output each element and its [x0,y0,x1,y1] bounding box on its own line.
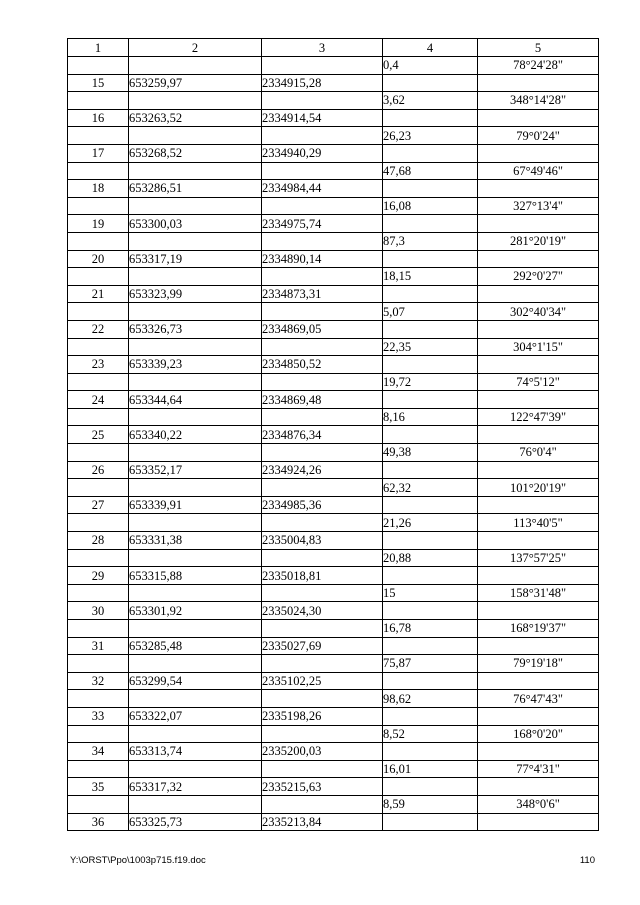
x-coordinate-cell: 653352,17 [129,461,262,479]
segment-length-cell [383,496,478,514]
y-coordinate-cell: 2334984,44 [262,180,383,198]
x-coordinate-cell [129,655,262,673]
point-number-cell [68,444,129,462]
point-number-cell [68,725,129,743]
direction-angle-cell: 101°20'19" [478,479,599,497]
y-coordinate-cell [262,162,383,180]
x-coordinate-cell: 653263,52 [129,109,262,127]
direction-angle-cell: 302°40'34" [478,303,599,321]
point-number-cell: 21 [68,285,129,303]
segment-length-cell: 19,72 [383,373,478,391]
table-row [68,584,599,602]
direction-angle-cell [478,813,599,831]
y-coordinate-cell: 2335215,63 [262,778,383,796]
direction-angle-cell: 79°0'24" [478,127,599,145]
table-row [68,268,599,286]
point-number-cell [68,795,129,813]
point-number-cell [68,303,129,321]
segment-length-cell [383,743,478,761]
direction-angle-cell: 78°24'28" [478,57,599,75]
table-row [68,408,599,426]
table-row [68,180,599,198]
table-row [68,461,599,479]
table-row [68,74,599,92]
direction-angle-cell [478,637,599,655]
segment-length-cell: 26,23 [383,127,478,145]
x-coordinate-cell [129,373,262,391]
direction-angle-cell [478,743,599,761]
segment-length-cell [383,567,478,585]
segment-length-cell [383,356,478,374]
x-coordinate-cell [129,514,262,532]
segment-length-cell [383,320,478,338]
point-number-cell [68,162,129,180]
table-row [68,655,599,673]
direction-angle-cell: 137°57'25" [478,549,599,567]
segment-length-cell [383,285,478,303]
point-number-cell [68,620,129,638]
direction-angle-cell: 67°49'46" [478,162,599,180]
x-coordinate-cell: 653259,97 [129,74,262,92]
y-coordinate-cell [262,690,383,708]
table-row [68,320,599,338]
y-coordinate-cell [262,514,383,532]
x-coordinate-cell: 653326,73 [129,320,262,338]
direction-angle-cell [478,180,599,198]
table-row [68,92,599,110]
x-coordinate-cell: 653344,64 [129,391,262,409]
point-number-cell: 29 [68,567,129,585]
x-coordinate-cell [129,725,262,743]
table-row [68,620,599,638]
segment-length-cell [383,391,478,409]
x-coordinate-cell [129,479,262,497]
y-coordinate-cell: 2335018,81 [262,567,383,585]
direction-angle-cell: 74°5'12" [478,373,599,391]
table-row [68,707,599,725]
segment-length-cell: 8,59 [383,795,478,813]
y-coordinate-cell [262,584,383,602]
table-row [68,127,599,145]
x-coordinate-cell: 653325,73 [129,813,262,831]
x-coordinate-cell: 653315,88 [129,567,262,585]
table-row [68,778,599,796]
x-coordinate-cell: 653299,54 [129,672,262,690]
table-row [68,197,599,215]
direction-angle-cell [478,74,599,92]
point-number-cell [68,373,129,391]
segment-length-cell: 18,15 [383,268,478,286]
y-coordinate-cell: 2335027,69 [262,637,383,655]
header-col-2: 2 [129,39,262,57]
y-coordinate-cell: 2334975,74 [262,215,383,233]
x-coordinate-cell: 653286,51 [129,180,262,198]
y-coordinate-cell [262,655,383,673]
y-coordinate-cell [262,232,383,250]
y-coordinate-cell: 2334940,29 [262,144,383,162]
x-coordinate-cell [129,338,262,356]
segment-length-cell: 8,16 [383,408,478,426]
table-row [68,760,599,778]
x-coordinate-cell [129,795,262,813]
direction-angle-cell [478,144,599,162]
y-coordinate-cell [262,57,383,75]
y-coordinate-cell [262,268,383,286]
x-coordinate-cell [129,444,262,462]
x-coordinate-cell [129,549,262,567]
x-coordinate-cell: 653317,19 [129,250,262,268]
table-row [68,144,599,162]
point-number-cell [68,479,129,497]
y-coordinate-cell: 2335198,26 [262,707,383,725]
point-number-cell: 35 [68,778,129,796]
table-row [68,549,599,567]
x-coordinate-cell [129,620,262,638]
x-coordinate-cell [129,127,262,145]
direction-angle-cell: 158°31'48" [478,584,599,602]
x-coordinate-cell [129,584,262,602]
segment-length-cell: 75,87 [383,655,478,673]
direction-angle-cell [478,567,599,585]
table-row [68,532,599,550]
direction-angle-cell [478,391,599,409]
header-col-5: 5 [478,39,599,57]
segment-length-cell [383,532,478,550]
segment-length-cell: 0,4 [383,57,478,75]
segment-length-cell [383,144,478,162]
y-coordinate-cell: 2334985,36 [262,496,383,514]
table-row [68,232,599,250]
y-coordinate-cell: 2334915,28 [262,74,383,92]
x-coordinate-cell [129,303,262,321]
x-coordinate-cell [129,197,262,215]
y-coordinate-cell: 2334850,52 [262,356,383,374]
point-number-cell: 15 [68,74,129,92]
table-row [68,426,599,444]
point-number-cell: 31 [68,637,129,655]
segment-length-cell [383,813,478,831]
header-col-3: 3 [262,39,383,57]
table-row [68,57,599,75]
direction-angle-cell [478,496,599,514]
direction-angle-cell: 304°1'15" [478,338,599,356]
segment-length-cell [383,461,478,479]
segment-length-cell: 16,01 [383,760,478,778]
point-number-cell: 36 [68,813,129,831]
table-row [68,795,599,813]
table-row [68,391,599,409]
x-coordinate-cell [129,57,262,75]
segment-length-cell [383,215,478,233]
point-number-cell: 19 [68,215,129,233]
x-coordinate-cell: 653331,38 [129,532,262,550]
header-col-1: 1 [68,39,129,57]
x-coordinate-cell [129,760,262,778]
point-number-cell: 17 [68,144,129,162]
footer-file-path: Y:\ORST\Ppo\1003p715.f19.doc [70,855,206,866]
point-number-cell: 34 [68,743,129,761]
y-coordinate-cell: 2334869,48 [262,391,383,409]
segment-length-cell [383,637,478,655]
y-coordinate-cell: 2334890,14 [262,250,383,268]
direction-angle-cell: 348°0'6" [478,795,599,813]
y-coordinate-cell [262,760,383,778]
y-coordinate-cell [262,92,383,110]
point-number-cell [68,655,129,673]
x-coordinate-cell: 653339,91 [129,496,262,514]
direction-angle-cell [478,250,599,268]
direction-angle-cell [478,461,599,479]
x-coordinate-cell: 653317,32 [129,778,262,796]
x-coordinate-cell: 653339,23 [129,356,262,374]
table-row [68,215,599,233]
footer-page-number: 110 [579,855,595,866]
segment-length-cell: 22,35 [383,338,478,356]
table-row [68,514,599,532]
point-number-cell [68,127,129,145]
direction-angle-cell: 76°47'43" [478,690,599,708]
x-coordinate-cell: 653301,92 [129,602,262,620]
point-number-cell [68,760,129,778]
y-coordinate-cell: 2334924,26 [262,461,383,479]
table-row [68,250,599,268]
x-coordinate-cell: 653322,07 [129,707,262,725]
direction-angle-cell [478,285,599,303]
direction-angle-cell: 76°0'4" [478,444,599,462]
table-row [68,303,599,321]
segment-length-cell [383,778,478,796]
y-coordinate-cell: 2334876,34 [262,426,383,444]
segment-length-cell: 87,3 [383,232,478,250]
direction-angle-cell [478,672,599,690]
direction-angle-cell [478,215,599,233]
direction-angle-cell: 348°14'28" [478,92,599,110]
x-coordinate-cell: 653285,48 [129,637,262,655]
segment-length-cell: 16,08 [383,197,478,215]
direction-angle-cell: 122°47'39" [478,408,599,426]
point-number-cell [68,268,129,286]
table-row [68,637,599,655]
point-number-cell [68,408,129,426]
point-number-cell: 33 [68,707,129,725]
y-coordinate-cell: 2334869,05 [262,320,383,338]
x-coordinate-cell [129,232,262,250]
y-coordinate-cell [262,795,383,813]
table-row [68,813,599,831]
y-coordinate-cell [262,197,383,215]
direction-angle-cell: 168°0'20" [478,725,599,743]
y-coordinate-cell [262,303,383,321]
y-coordinate-cell [262,725,383,743]
segment-length-cell: 16,78 [383,620,478,638]
segment-length-cell: 49,38 [383,444,478,462]
point-number-cell [68,197,129,215]
table-row [68,602,599,620]
point-number-cell: 16 [68,109,129,127]
x-coordinate-cell: 653313,74 [129,743,262,761]
segment-length-cell: 62,32 [383,479,478,497]
direction-angle-cell: 292°0'27" [478,268,599,286]
x-coordinate-cell [129,92,262,110]
segment-length-cell: 21,26 [383,514,478,532]
y-coordinate-cell: 2335200,03 [262,743,383,761]
y-coordinate-cell: 2335004,83 [262,532,383,550]
segment-length-cell [383,74,478,92]
x-coordinate-cell [129,268,262,286]
y-coordinate-cell: 2335213,84 [262,813,383,831]
table-row [68,356,599,374]
point-number-cell: 23 [68,356,129,374]
point-number-cell: 26 [68,461,129,479]
table-row [68,444,599,462]
y-coordinate-cell: 2334873,31 [262,285,383,303]
point-number-cell: 28 [68,532,129,550]
segment-length-cell [383,109,478,127]
point-number-cell [68,57,129,75]
segment-length-cell: 15 [383,584,478,602]
table-row [68,479,599,497]
y-coordinate-cell [262,479,383,497]
segment-length-cell: 20,88 [383,549,478,567]
direction-angle-cell [478,778,599,796]
segment-length-cell: 47,68 [383,162,478,180]
point-number-cell [68,232,129,250]
direction-angle-cell: 168°19'37" [478,620,599,638]
table-row [68,567,599,585]
segment-length-cell: 3,62 [383,92,478,110]
point-number-cell: 24 [68,391,129,409]
table-row [68,285,599,303]
direction-angle-cell [478,109,599,127]
y-coordinate-cell [262,338,383,356]
point-number-cell [68,690,129,708]
x-coordinate-cell [129,408,262,426]
x-coordinate-cell: 653300,03 [129,215,262,233]
table-row [68,725,599,743]
x-coordinate-cell [129,690,262,708]
point-number-cell [68,514,129,532]
point-number-cell [68,92,129,110]
direction-angle-cell [478,602,599,620]
table-row [68,743,599,761]
direction-angle-cell [478,320,599,338]
point-number-cell [68,584,129,602]
y-coordinate-cell: 2335102,25 [262,672,383,690]
point-number-cell: 18 [68,180,129,198]
segment-length-cell [383,180,478,198]
direction-angle-cell: 327°13'4" [478,197,599,215]
direction-angle-cell [478,356,599,374]
segment-length-cell [383,707,478,725]
point-number-cell: 20 [68,250,129,268]
table-header-row [68,39,599,57]
direction-angle-cell: 281°20'19" [478,232,599,250]
point-number-cell [68,338,129,356]
point-number-cell [68,549,129,567]
direction-angle-cell [478,532,599,550]
point-number-cell: 32 [68,672,129,690]
y-coordinate-cell [262,373,383,391]
x-coordinate-cell: 653268,52 [129,144,262,162]
x-coordinate-cell [129,162,262,180]
segment-length-cell: 98,62 [383,690,478,708]
direction-angle-cell [478,707,599,725]
point-number-cell: 27 [68,496,129,514]
y-coordinate-cell [262,620,383,638]
point-number-cell: 22 [68,320,129,338]
y-coordinate-cell [262,408,383,426]
point-number-cell: 30 [68,602,129,620]
point-number-cell: 25 [68,426,129,444]
direction-angle-cell: 77°4'31" [478,760,599,778]
direction-angle-cell [478,426,599,444]
x-coordinate-cell: 653340,22 [129,426,262,444]
direction-angle-cell: 113°40'5" [478,514,599,532]
y-coordinate-cell [262,444,383,462]
y-coordinate-cell [262,127,383,145]
table-body [68,57,599,831]
y-coordinate-cell [262,549,383,567]
table-row [68,109,599,127]
segment-length-cell [383,602,478,620]
table-row [68,338,599,356]
direction-angle-cell: 79°19'18" [478,655,599,673]
table-row [68,690,599,708]
segment-length-cell [383,250,478,268]
x-coordinate-cell: 653323,99 [129,285,262,303]
table-row [68,672,599,690]
table-row [68,373,599,391]
table-row [68,496,599,514]
y-coordinate-cell: 2335024,30 [262,602,383,620]
y-coordinate-cell: 2334914,54 [262,109,383,127]
segment-length-cell [383,426,478,444]
segment-length-cell: 8,52 [383,725,478,743]
segment-length-cell [383,672,478,690]
header-col-4: 4 [383,39,478,57]
table-row [68,162,599,180]
coordinates-table [67,38,599,831]
segment-length-cell: 5,07 [383,303,478,321]
